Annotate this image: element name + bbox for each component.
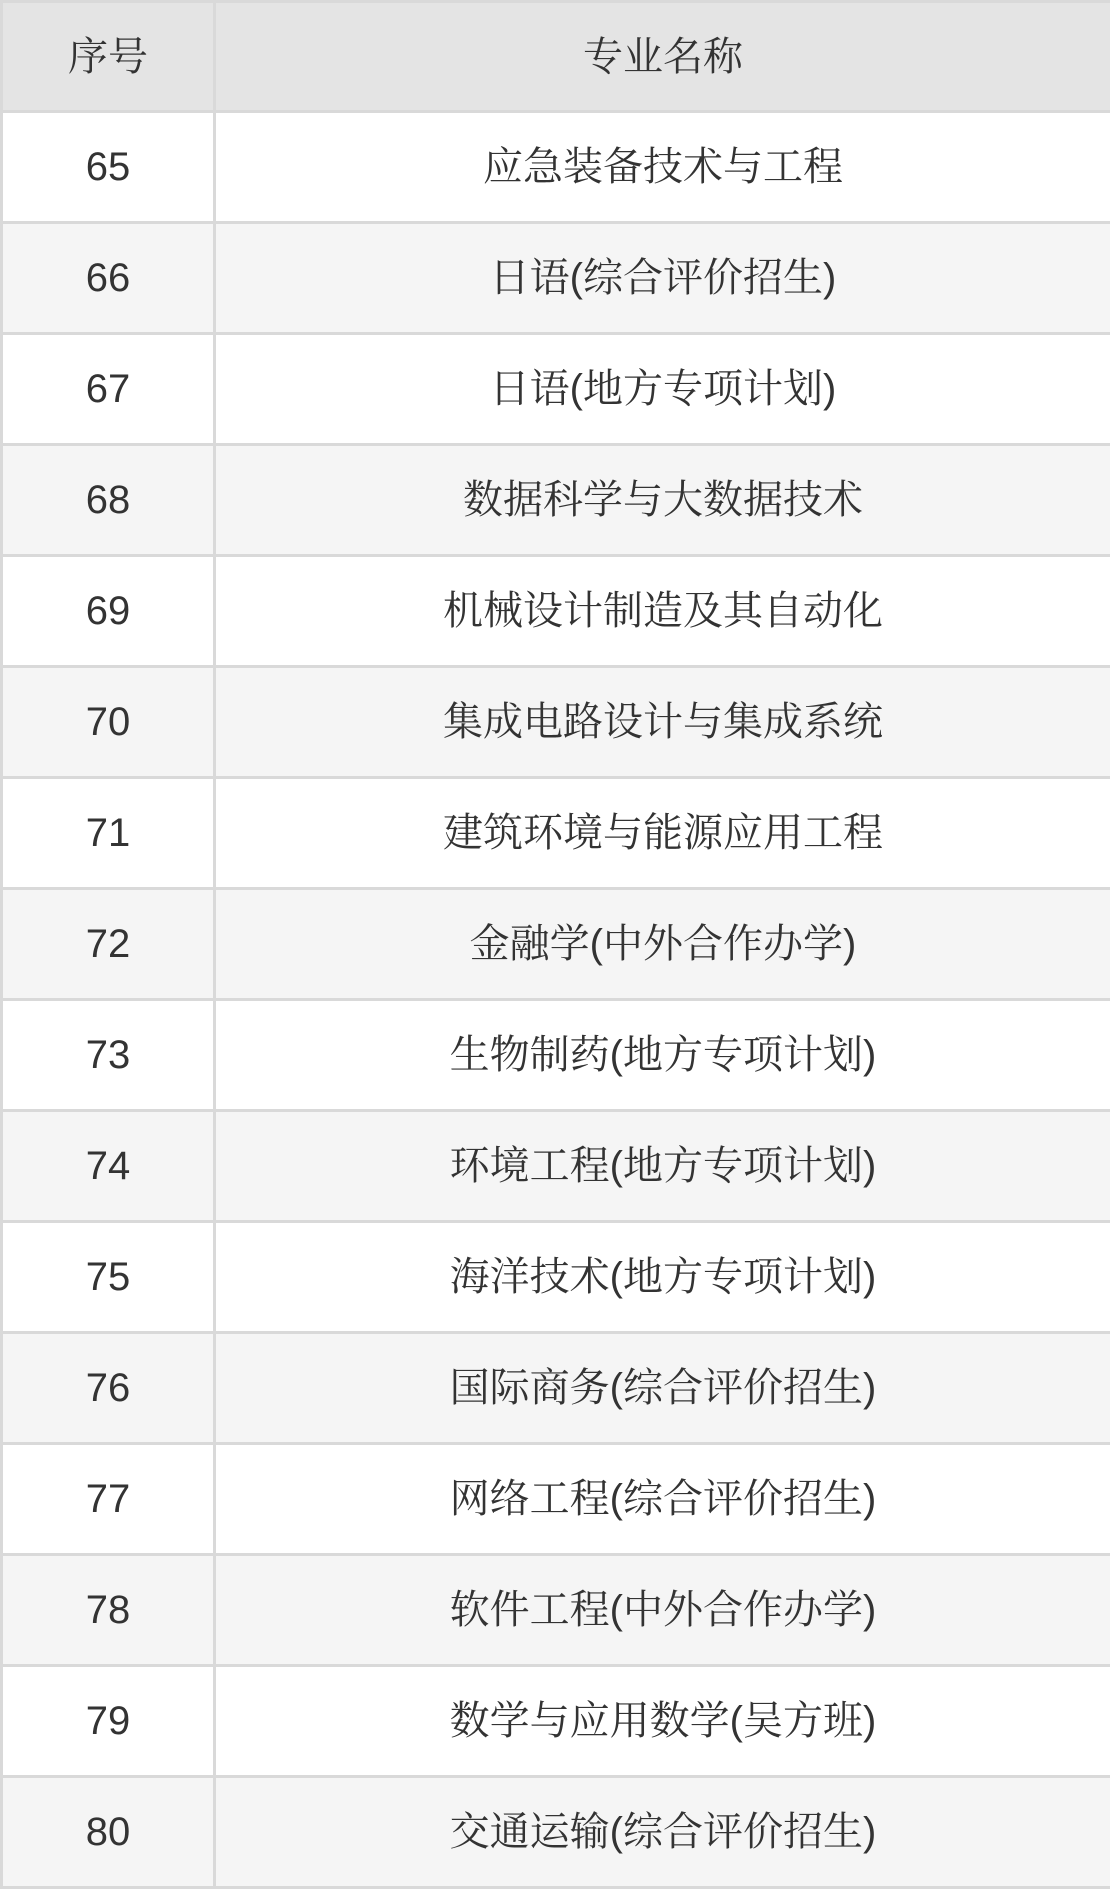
major-name-cell: 国际商务(综合评价招生) bbox=[215, 1333, 1110, 1444]
row-number-cell: 80 bbox=[2, 1777, 215, 1888]
row-number-cell: 73 bbox=[2, 1000, 215, 1111]
table-row bbox=[2, 1777, 1110, 1888]
major-name-cell: 应急装备技术与工程 bbox=[215, 112, 1110, 223]
header-cell-no: 序号 bbox=[2, 2, 215, 112]
row-number-cell: 72 bbox=[2, 889, 215, 1000]
major-name-cell: 数据科学与大数据技术 bbox=[215, 445, 1110, 556]
major-name-cell: 生物制药(地方专项计划) bbox=[215, 1000, 1110, 1111]
table-row bbox=[2, 667, 1110, 778]
row-number-cell: 65 bbox=[2, 112, 215, 223]
major-name-cell: 交通运输(综合评价招生) bbox=[215, 1777, 1110, 1888]
row-number-cell: 78 bbox=[2, 1555, 215, 1666]
major-name-cell: 金融学(中外合作办学) bbox=[215, 889, 1110, 1000]
row-number-cell: 69 bbox=[2, 556, 215, 667]
header-cell-major-name: 专业名称 bbox=[215, 2, 1110, 112]
major-name-cell: 数学与应用数学(吴方班) bbox=[215, 1666, 1110, 1777]
row-number-cell: 66 bbox=[2, 223, 215, 334]
table-row bbox=[2, 1333, 1110, 1444]
row-number-cell: 70 bbox=[2, 667, 215, 778]
major-name-cell: 建筑环境与能源应用工程 bbox=[215, 778, 1110, 889]
major-name-cell: 机械设计制造及其自动化 bbox=[215, 556, 1110, 667]
row-number-cell: 76 bbox=[2, 1333, 215, 1444]
major-name-cell: 海洋技术(地方专项计划) bbox=[215, 1222, 1110, 1333]
table-row bbox=[2, 1666, 1110, 1777]
row-number-cell: 68 bbox=[2, 445, 215, 556]
major-name-cell: 日语(综合评价招生) bbox=[215, 223, 1110, 334]
row-number-cell: 77 bbox=[2, 1444, 215, 1555]
table-body bbox=[2, 112, 1110, 1888]
table-row bbox=[2, 1000, 1110, 1111]
table-row bbox=[2, 778, 1110, 889]
row-number-cell: 71 bbox=[2, 778, 215, 889]
table-row bbox=[2, 1111, 1110, 1222]
major-name-cell: 日语(地方专项计划) bbox=[215, 334, 1110, 445]
row-number-cell: 67 bbox=[2, 334, 215, 445]
major-name-cell: 软件工程(中外合作办学) bbox=[215, 1555, 1110, 1666]
table-row bbox=[2, 223, 1110, 334]
major-name-cell: 环境工程(地方专项计划) bbox=[215, 1111, 1110, 1222]
table-row bbox=[2, 445, 1110, 556]
table-row bbox=[2, 1444, 1110, 1555]
table-row bbox=[2, 1555, 1110, 1666]
header-row bbox=[2, 2, 1110, 112]
table-row bbox=[2, 889, 1110, 1000]
row-number-cell: 75 bbox=[2, 1222, 215, 1333]
major-name-cell: 集成电路设计与集成系统 bbox=[215, 667, 1110, 778]
row-number-cell: 74 bbox=[2, 1111, 215, 1222]
table-row bbox=[2, 112, 1110, 223]
table-header bbox=[2, 2, 1110, 112]
table-row bbox=[2, 556, 1110, 667]
row-number-cell: 79 bbox=[2, 1666, 215, 1777]
major-name-cell: 网络工程(综合评价招生) bbox=[215, 1444, 1110, 1555]
table-row bbox=[2, 1222, 1110, 1333]
table-row bbox=[2, 334, 1110, 445]
